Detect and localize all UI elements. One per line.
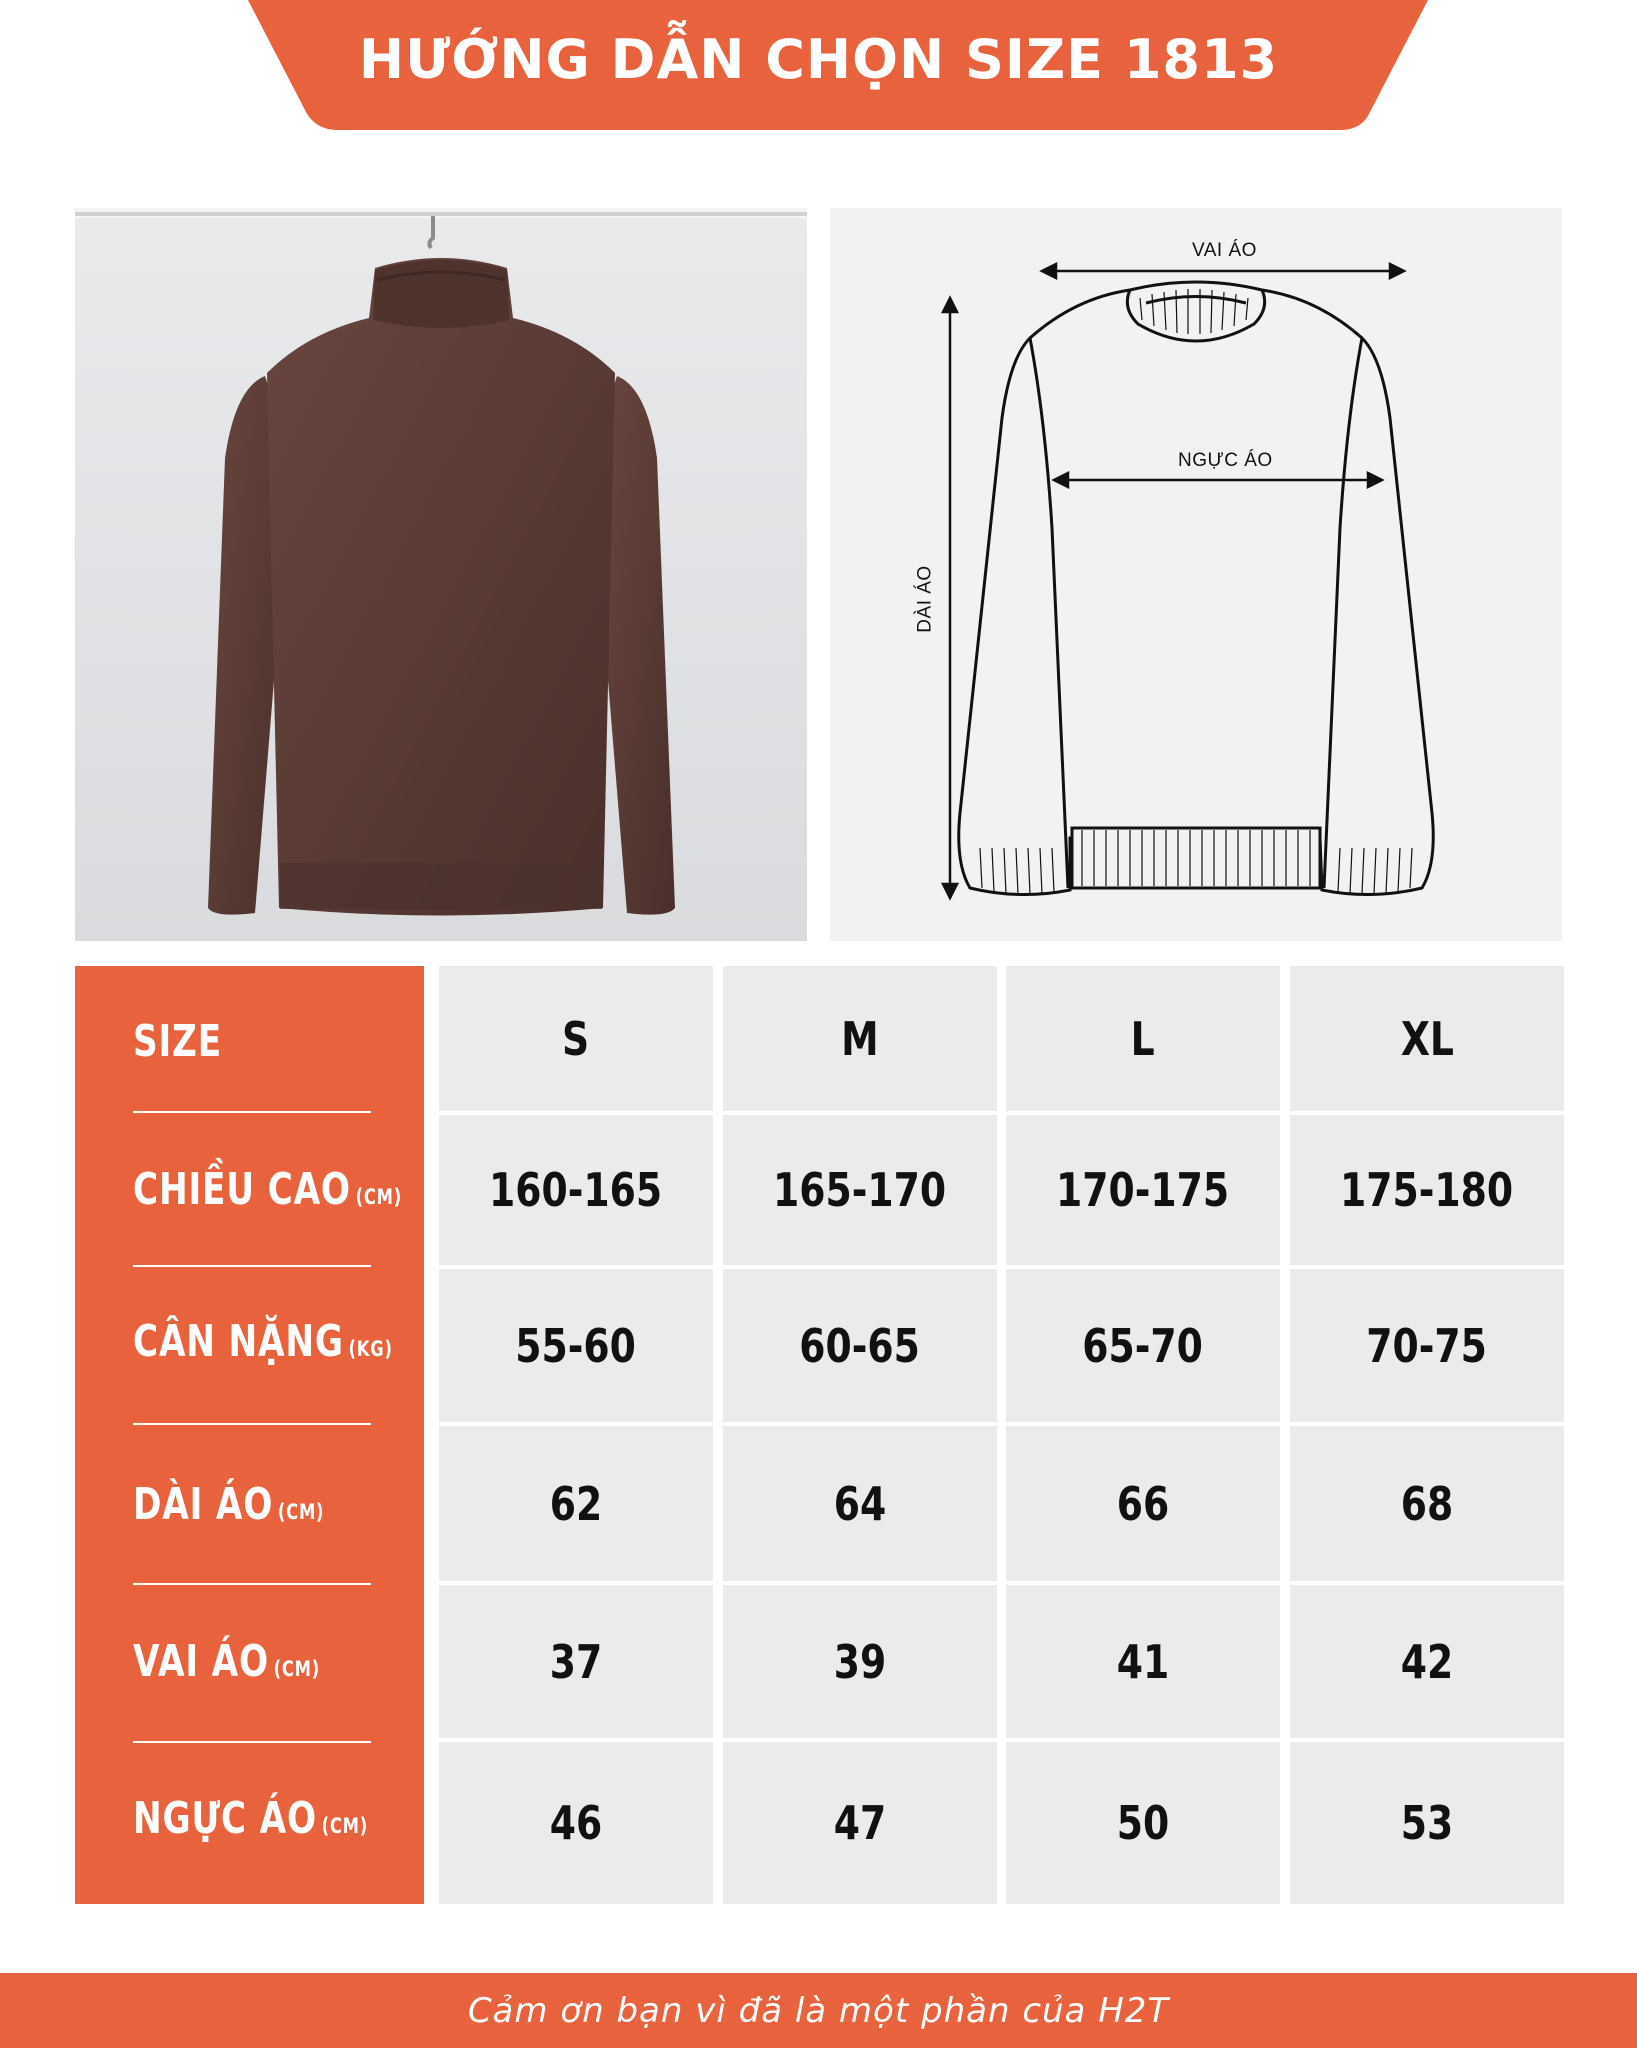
measurement-diagram — [830, 208, 1562, 941]
table-cell: 160-165 — [439, 1115, 713, 1265]
table-cell: 64 — [723, 1426, 997, 1581]
size-cell-xl: XL — [1290, 966, 1564, 1111]
chest-row-label: NGỰC ÁO (CM) — [133, 1793, 368, 1844]
divider — [133, 1111, 371, 1113]
table-cell: 60-65 — [723, 1269, 997, 1422]
table-cell: 65-70 — [1006, 1269, 1280, 1422]
product-photo — [75, 208, 807, 941]
table-cell: 37 — [439, 1585, 713, 1738]
table-cell: 170-175 — [1006, 1115, 1280, 1265]
divider — [133, 1265, 371, 1267]
divider — [133, 1583, 371, 1585]
table-cell: 68 — [1290, 1426, 1564, 1581]
table-cell: 165-170 — [723, 1115, 997, 1265]
table-cell: 42 — [1290, 1585, 1564, 1738]
table-cell: 50 — [1006, 1742, 1280, 1904]
sweater-outline-diagram — [830, 208, 1562, 941]
size-header-label: SIZE — [133, 1016, 222, 1067]
size-cell-l: L — [1006, 966, 1280, 1111]
page-title: HƯỚNG DẪN CHỌN SIZE 1813 — [358, 28, 1279, 91]
length-row-label: DÀI ÁO (CM) — [133, 1479, 325, 1530]
height-label: CHIỀU CAO (CM) — [133, 1164, 402, 1215]
size-cell-m: M — [723, 966, 997, 1111]
shoulder-row-label: VAI ÁO (CM) — [133, 1636, 321, 1687]
table-cell: 47 — [723, 1742, 997, 1904]
divider — [133, 1423, 371, 1425]
table-cell: 62 — [439, 1426, 713, 1581]
length-label: DÀI ÁO — [914, 565, 936, 633]
row-labels-column — [75, 966, 424, 1904]
divider — [133, 1741, 371, 1743]
table-cell: 39 — [723, 1585, 997, 1738]
weight-label: CÂN NẶNG (KG) — [133, 1316, 393, 1367]
header-banner — [0, 0, 1637, 132]
shoulder-label: VAI ÁO — [1192, 240, 1257, 261]
turtleneck-sweater-image — [75, 208, 807, 941]
table-cell: 66 — [1006, 1426, 1280, 1581]
footer-text: Cảm ơn bạn vì đã là một phần của H2T — [467, 1990, 1170, 2031]
table-cell: 46 — [439, 1742, 713, 1904]
table-cell: 70-75 — [1290, 1269, 1564, 1422]
chest-label: NGỰC ÁO — [1178, 450, 1273, 471]
size-cell-s: S — [439, 966, 713, 1111]
table-cell: 41 — [1006, 1585, 1280, 1738]
table-cell: 53 — [1290, 1742, 1564, 1904]
table-cell: 55-60 — [439, 1269, 713, 1422]
table-cell: 175-180 — [1290, 1115, 1564, 1265]
footer-bar — [0, 1973, 1637, 2048]
